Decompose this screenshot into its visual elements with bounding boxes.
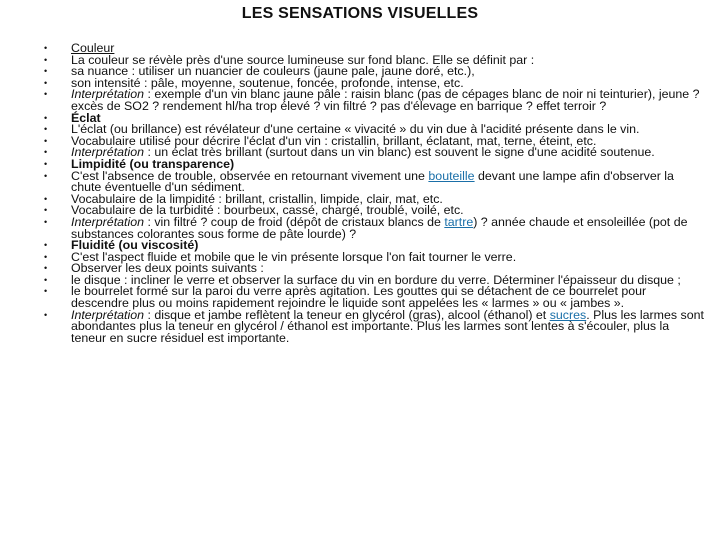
bullet-icon [44, 159, 47, 171]
list-item-text: Vocabulaire de la turbidité : bourbeux, cassé, chargé, troublé, voilé, etc. [71, 203, 464, 218]
list-item-text: C'est l'absence de trouble, observée en retournant vivement une [71, 168, 429, 183]
list-item-text: devant une lampe afin d'observer la chute éventuelle d'un sédiment. [71, 168, 674, 195]
list-item [0, 307, 720, 345]
list-item [0, 286, 720, 309]
list-item [0, 168, 720, 195]
bullet-icon [44, 310, 47, 322]
list-item-text: : vin filtré ? coup de froid (dépôt de cristaux blancs de [144, 214, 445, 229]
interpretation-label: Interprétation [71, 145, 145, 160]
bullet-icon [44, 263, 47, 275]
link-bouteille[interactable]: bouteille [428, 168, 475, 183]
list-item-text: : disque et jambe reflètent la teneur en glycérol (gras), alcool (éthanol) et [144, 307, 550, 322]
list-item-text: ) ? année chaude et ensoleillée (pot de substances colorantes sous forme de pâte lourde) ? [71, 214, 688, 241]
list-item-text: Vocabulaire utilisé pour décrire l'éclat d'un vin : cristallin, brillant, éclatant, mat, terne, éteint, etc. [71, 133, 597, 148]
bullet-icon [44, 286, 47, 298]
list-item [0, 89, 720, 112]
list-item-text: : exemple d'un vin blanc jaune pâle : raisin blanc (pas de cépages blanc de noir ni teinturier), jeune ? excès de SO2 ? rendement hl/ha trop élevé ? vin filtré ? pas d'élevage en barrique ? effet terroir ? [71, 87, 700, 113]
list-item-text: sa nuance : utiliser un nuancier de couleurs (jaune pale, jaune doré, etc.), [71, 64, 475, 79]
bullet-icon [44, 78, 47, 90]
section-heading-couleur: Couleur [71, 41, 115, 55]
section-heading-limpidite: Limpidité (ou transparence) [71, 156, 235, 171]
bullet-icon [44, 89, 47, 101]
content-list [0, 43, 720, 344]
list-item-text: son intensité : pâle, moyenne, soutenue, foncée, profonde, intense, etc. [71, 75, 464, 90]
bullet-icon [44, 275, 47, 287]
bullet-icon [44, 55, 47, 67]
interpretation-label: Interprétation [71, 307, 145, 322]
list-item-text: : un éclat très brillant (surtout dans un vin blanc) est souvent le signe d'une acidité soutenue. [144, 145, 655, 160]
bullet-icon [44, 240, 47, 252]
interpretation-label: Interprétation [71, 87, 145, 102]
section-heading-fluidite: Fluidité (ou viscosité) [71, 238, 199, 253]
link-tartre[interactable]: tartre [444, 214, 474, 229]
bullet-icon [44, 136, 47, 148]
bullet-icon [44, 171, 47, 183]
bullet-icon [44, 252, 47, 264]
list-item-text: C'est l'aspect fluide et mobile que le vin présente lorsque l'on fait tourner le verre. [71, 249, 517, 264]
bullet-icon [44, 124, 47, 136]
bullet-icon [44, 43, 47, 55]
list-item-text: . Plus les larmes sont abondantes plus la teneur en glycérol / éthanol est importante. Plus les larmes sont lentes à s'écouler, plus la teneur en sucre résiduel est importante. [71, 307, 704, 345]
list-item-text: Observer les deux points suivants : [71, 261, 264, 276]
list-item-text: L'éclat (ou brillance) est révélateur d'une certaine « vivacité » du vin due à l'acidité présente dans le vin. [71, 122, 640, 137]
interpretation-label: Interprétation [71, 214, 145, 229]
list-item-text: Vocabulaire de la limpidité : brillant, cristallin, limpide, clair, mat, etc. [71, 191, 443, 206]
bullet-icon [44, 217, 47, 229]
bullet-icon [44, 205, 47, 217]
bullet-icon [44, 113, 47, 125]
bullet-icon [44, 66, 47, 78]
page-title: LES SENSATIONS VISUELLES [241, 5, 479, 22]
bullet-icon [44, 147, 47, 159]
link-sucres[interactable]: sucres [549, 307, 587, 322]
list-item [0, 214, 720, 241]
bullet-icon [44, 194, 47, 206]
list-item-text: le disque : incliner le verre et observer la surface du vin en bordure du verre. Déterminer l'épaisseur du disque ; [71, 272, 681, 287]
list-item-text: La couleur se révèle près d'une source lumineuse sur fond blanc. Elle se définit par : [71, 52, 535, 67]
list-item-text: le bourrelet formé sur la paroi du verre après agitation. Les gouttes qui se détachent de ce bourrelet pour descendre plus ou moins rapidement rejoindre le liquide sont appelées les « larmes » ou « jambes ». [71, 284, 647, 311]
section-heading-eclat: Éclat [71, 110, 101, 125]
